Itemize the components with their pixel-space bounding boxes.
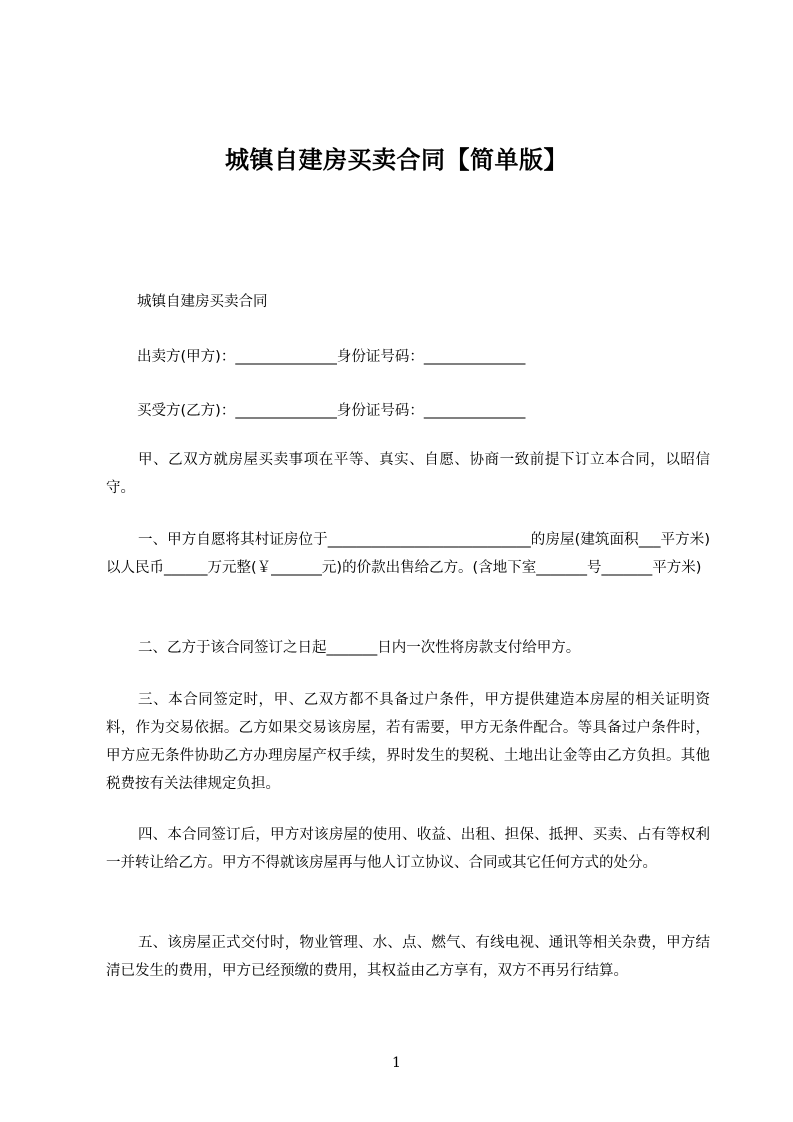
clause-4-paragraph: 四、本合同签订后，甲方对该房屋的使用、收益、出租、担保、抵押、买卖、占有等权利一并转让给乙方。甲方不得就该房屋再与他人订立协议、合同或其它任何方式的处分。 bbox=[106, 827, 710, 871]
clause-3-paragraph: 三、本合同签定时，甲、乙双方都不具备过户条件，甲方提供建造本房屋的相关证明资料，作为交易依据。乙方如果交易该房屋，若有需要，甲方无条件配合。等具备过户条件时，甲方应无条件协助乙方办理房屋产权手续，界时发生的契税、土地出让金等由乙方负担。其他税费按有关法律规定负担。 bbox=[106, 692, 710, 792]
clause-2-paragraph: 二、乙方于该合同签订之日起_______日内一次性将房款支付给甲方。 bbox=[138, 640, 581, 656]
buyer-line: 买受方(乙方)：______________身份证号码：______________ bbox=[137, 403, 526, 419]
document-title: 城镇自建房买卖合同【简单版】 bbox=[225, 146, 568, 174]
seller-line: 出卖方(甲方)：______________身份证号码：______________ bbox=[137, 349, 526, 365]
clause-5-paragraph: 五、该房屋正式交付时，物业管理、水、点、燃气、有线电视、通讯等相关杂费，甲方结清已发生的费用，甲方已经预缴的费用，其权益由乙方享有，双方不再另行结算。 bbox=[106, 935, 710, 979]
intro-paragraph: 甲、乙双方就房屋买卖事项在平等、真实、自愿、协商一致前提下订立本合同，以昭信守。 bbox=[106, 452, 710, 496]
page-number: 1 bbox=[392, 1055, 401, 1071]
clause-1-paragraph: 一、甲方自愿将其村证房位于____________________________的房屋(建筑面积___平方米)以人民币______万元整(￥_______元)的价款出售给乙方。(含地下室_______号_______平方米) bbox=[106, 532, 710, 576]
contract-subtitle: 城镇自建房买卖合同 bbox=[137, 294, 268, 310]
